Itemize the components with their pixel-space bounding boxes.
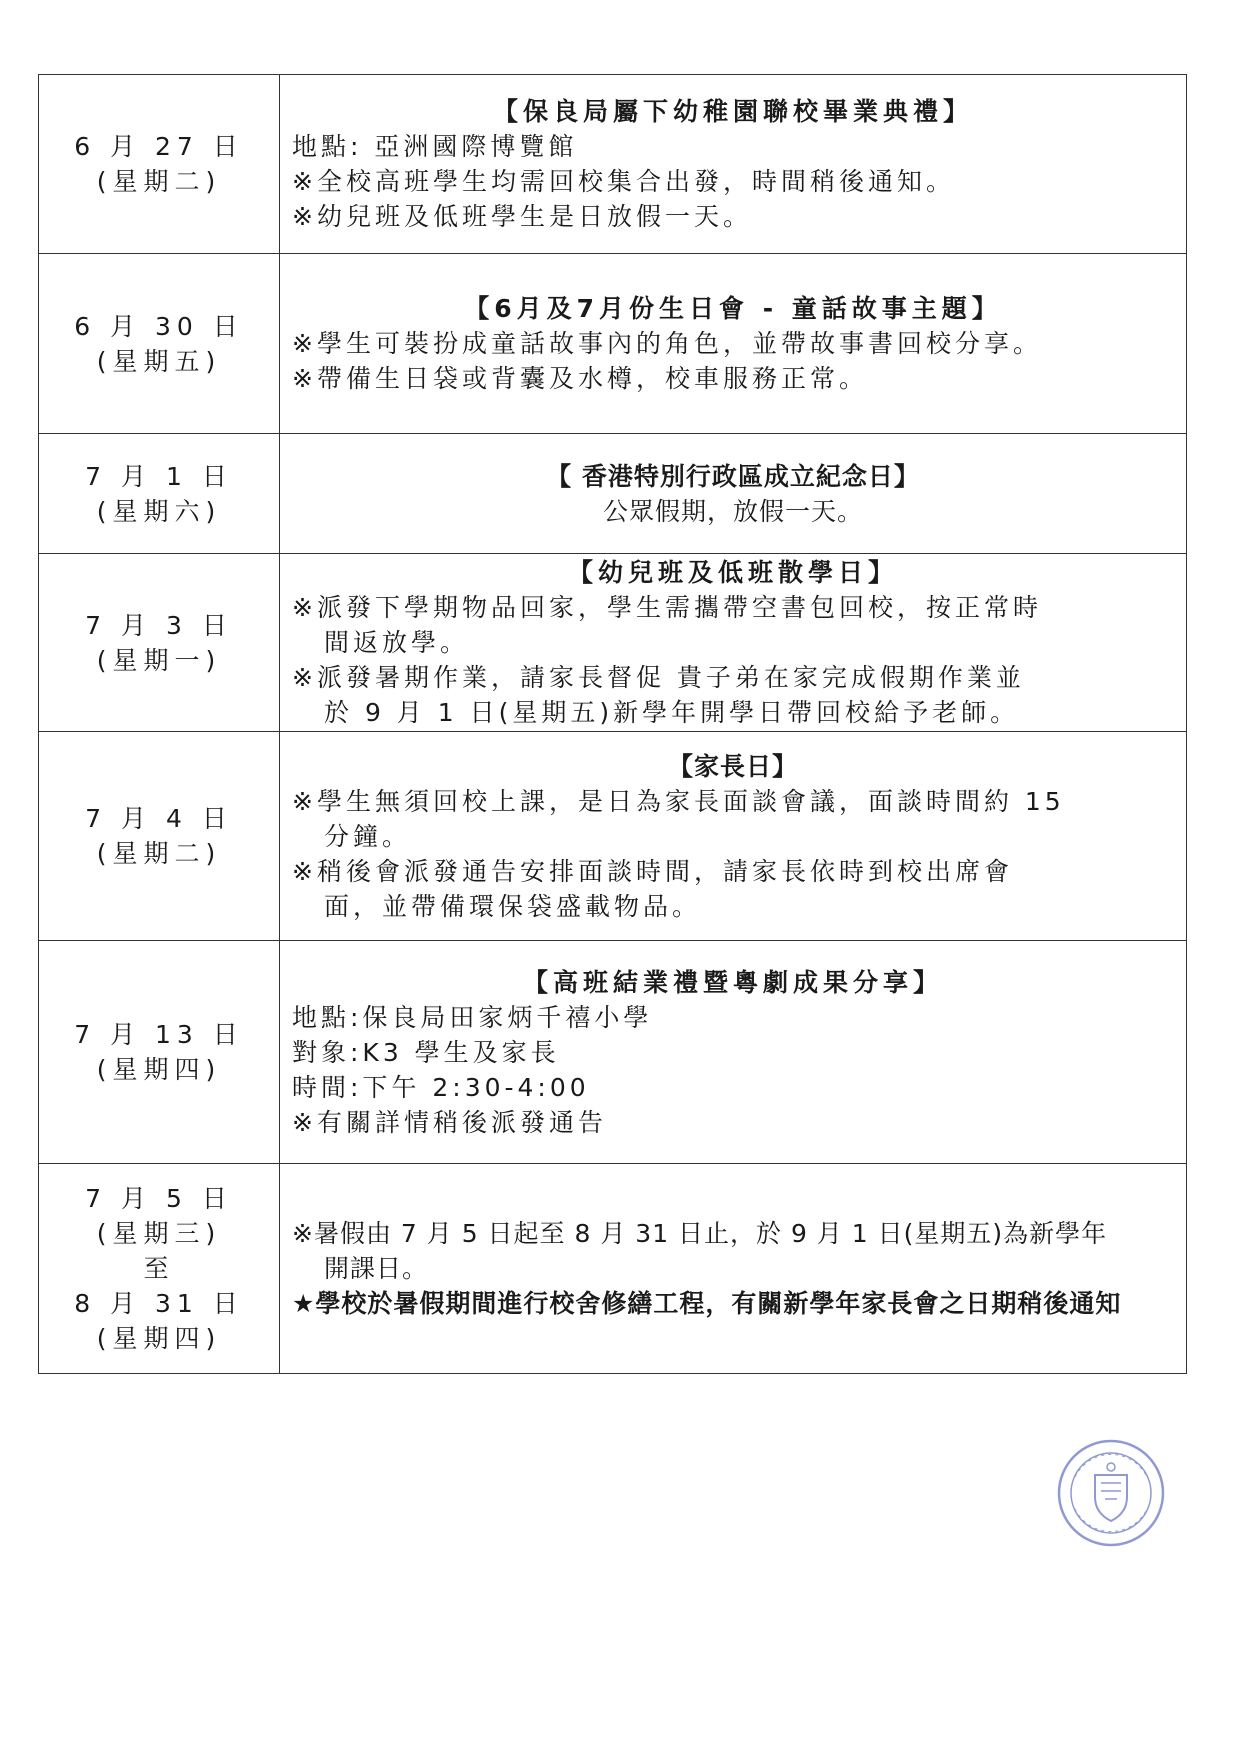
weekday-text: (星期一): [96, 645, 222, 675]
event-line: 公眾假期，放假一天。: [602, 496, 863, 526]
table-row: [39, 1164, 1187, 1374]
date-cell: [39, 554, 280, 732]
event-line: ※有關詳情稍後派發通告: [292, 1107, 607, 1137]
event-line: ※暑假由 7 月 5 日起至 8 月 31 日止，於 9 月 1 日(星期五)為新學年: [292, 1219, 1108, 1248]
weekday-text: (星期二): [96, 839, 222, 868]
event-title: 【幼兒班及低班散學日】: [567, 558, 898, 587]
event-line: ※帶備生日袋或背囊及水樽，校車服務正常。: [292, 364, 868, 393]
date-text: 7 月 4 日: [85, 804, 233, 833]
event-line: ※派發下學期物品回家，學生需攜帶空書包回校，按正常時: [292, 593, 1042, 622]
event-line: ※全校高班學生均需回校集合出發，時間稍後通知。: [292, 167, 955, 196]
weekday-text: (星期四): [96, 1324, 222, 1353]
event-cell: [280, 254, 1187, 434]
table-row: [39, 554, 1187, 732]
event-title: 【保良局屬下幼稚園聯校畢業典禮】: [492, 97, 973, 126]
date-cell: [39, 732, 280, 941]
event-line: 對象:K3 學生及家長: [292, 1037, 560, 1067]
weekday-text: (星期三): [96, 1219, 222, 1248]
event-line-continued: 開課日。: [324, 1254, 429, 1283]
date-text: 7 月 3 日: [85, 610, 233, 640]
event-cell: [280, 732, 1187, 941]
date-text: 6 月 27 日: [74, 132, 244, 161]
event-line: ※幼兒班及低班學生是日放假一天。: [292, 202, 752, 231]
date-cell: [39, 434, 280, 554]
weekday-text: (星期二): [96, 167, 222, 196]
date-text: 7 月 5 日: [85, 1184, 233, 1213]
table-row: [39, 254, 1187, 434]
table-row: [39, 941, 1187, 1164]
event-line: ※派發暑期作業，請家長督促 貴子弟在家完成假期作業並: [292, 663, 1025, 692]
event-cell: [280, 941, 1187, 1164]
date-text: 7 月 13 日: [74, 1020, 244, 1049]
weekday-text: (星期五): [96, 346, 222, 376]
event-line: 時間:下午 2:30-4:00: [292, 1072, 590, 1102]
range-word: 至: [143, 1254, 175, 1283]
event-line: ※學生無須回校上課，是日為家長面談會議，面談時間約 15: [292, 786, 1065, 816]
event-line: ※學生可裝扮成童話故事內的角色，並帶故事書回校分享。: [292, 329, 1042, 358]
event-line-continued: 間返放學。: [324, 628, 470, 657]
date-cell: [39, 75, 280, 254]
event-title: 【 香港特別行政區成立紀念日】: [546, 461, 920, 491]
event-cell: [280, 434, 1187, 554]
date-text: 6 月 30 日: [74, 311, 244, 341]
table-row: [39, 732, 1187, 941]
date-text: 7 月 1 日: [85, 461, 233, 491]
table-row: [39, 434, 1187, 554]
event-line: ※稍後會派發通告安排面談時間，請家長依時到校出席會: [292, 856, 1013, 886]
date-text: 8 月 31 日: [74, 1289, 244, 1318]
date-cell: [39, 1164, 280, 1374]
event-title: 【6月及7月份生日會 - 童話故事主題】: [464, 294, 1002, 323]
event-cell: [280, 1164, 1187, 1374]
event-line-continued: 分鐘。: [324, 821, 412, 851]
event-line-continued: 於 9 月 1 日(星期五)新學年開學日帶回校給予老師。: [324, 698, 1020, 727]
table-row: [39, 75, 1187, 254]
event-line-continued: 面，並帶備環保袋盛載物品。: [324, 891, 702, 921]
event-line: 地點: 亞洲國際博覽館: [292, 132, 578, 161]
event-title: 【家長日】: [667, 751, 798, 781]
weekday-text: (星期四): [96, 1055, 222, 1084]
event-cell: [280, 75, 1187, 254]
date-cell: [39, 941, 280, 1164]
event-cell: [280, 554, 1187, 732]
event-line: 地點:保良局田家炳千禧小學: [292, 1002, 653, 1032]
schedule-table: [38, 74, 1187, 1374]
emphasis-notice: ★學校於暑假期間進行校舍修繕工程，有關新學年家長會之日期稍後通知: [292, 1289, 1122, 1318]
school-seal-stamp: [1055, 1437, 1167, 1549]
event-title: 【高班結業禮暨粵劇成果分享】: [522, 967, 943, 997]
date-cell: [39, 254, 280, 434]
weekday-text: (星期六): [96, 496, 222, 526]
